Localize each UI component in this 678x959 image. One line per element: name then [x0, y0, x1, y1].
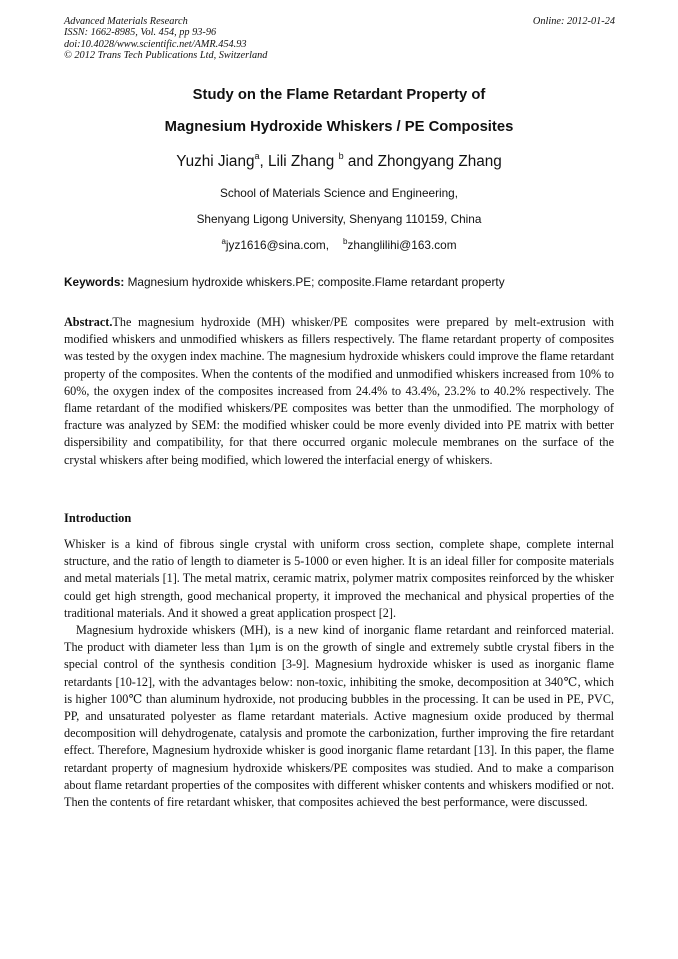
author-1-name: Yuzhi Jiang — [176, 153, 255, 170]
doi-line[interactable]: doi:10.4028/www.scientific.net/AMR.454.93 — [64, 38, 247, 50]
abstract-section — [64, 314, 614, 469]
abstract-paragraph — [64, 314, 614, 469]
email-line — [40, 237, 638, 252]
affiliation-line-1: School of Materials Science and Engineering, — [219, 186, 459, 200]
keywords-line — [64, 275, 624, 289]
paper-title-line-1: Study on the Flame Retardant Property of — [192, 87, 486, 103]
author-list — [40, 151, 638, 171]
author-2-affiliation-mark: b — [338, 151, 344, 161]
affiliation-line-2: Shenyang Ligong University, Shenyang 110159, China — [196, 212, 482, 226]
email-a-mark: a — [221, 237, 226, 246]
journal-name: Advanced Materials Research — [64, 16, 188, 27]
author-separator: , — [259, 153, 268, 170]
introduction-paragraph-2: Magnesium hydroxide whiskers (MH), is a new kind of inorganic flame retardant and reinforced material. The product with diameter less than 1μm is on the growth of single and extremely subtle crystal fibers in the special control of the synthesis condition [3-9]. Magnesium hydroxide whisker is used as inorganic flame retardants [10-12], with the advantages below: non-toxic, inhibiting the smoke, decomposition at 340℃, which is higher 100℃ than aluminum hydroxide, not producing bubbles in the processing. It can be used in PE, PVC, PP, and unsaturated polyester as flame retardant materials. Active magnesium oxide produced by thermal decomposition will dehydrogenate, catalysis and promote the carbonization, further improving the fire retardant effect. Therefore, Magnesium hydroxide whisker is good inorganic flame retardant [13]. In this paper, the flame retardant property of magnesium hydroxide whiskers/PE composites was studied. And to make a comparison about flame retardant properties of the composites with different whisker contents and whiskers modified or not. Then the contents of fire retardant whisker, that composites achieved the best performance, were discussed. — [64, 623, 614, 810]
introduction-paragraph-1: Whisker is a kind of fibrous single crystal with uniform cross section, complete shape, complete internal structure, and the ratio of length to diameter is 5-1000 or even higher. It is an ideal filler for composite materials and metal materials [1]. The metal matrix, ceramic matrix, polymer matrix composites reinforced by the whisker could get high strength, good mechanical property, it improved the mechanical and physical properties of the traditional materials. And it showed a great application prospect [2]. — [64, 537, 614, 620]
keywords-label: Keywords: — [64, 275, 125, 289]
introduction-heading: Introduction — [64, 511, 132, 525]
email-a-link[interactable]: jyz1616@sina.com, — [225, 238, 330, 252]
author-2-name: Lili Zhang — [267, 153, 339, 170]
introduction-section — [64, 536, 614, 811]
email-b-mark: b — [343, 237, 348, 246]
author-3-name: and Zhongyang Zhang — [343, 153, 502, 170]
keywords-text: Magnesium hydroxide whiskers.PE; composite.Flame retardant property — [124, 275, 505, 289]
issn-line: ISSN: 1662-8985, Vol. 454, pp 93-96 — [64, 27, 217, 39]
publication-header — [64, 16, 615, 61]
abstract-text: The magnesium hydroxide (MH) whisker/PE composites were prepared by melt-extrusion with modified whiskers and unmodified whiskers as fillers respectively. The flame retardant property of composites was tested by the oxygen index machine. The magnesium hydroxide whiskers could improve the flame retardant property of the composites. When the contents of the modified and unmodified whiskers increased from 10% to 60%, the oxygen index of the composites increased from 24.4% to 43.4%, 23.2% to 40.2% respectively. The flame retardant of the modified whiskers/PE composites was better than the unmodified. The morphology of fracture was analyzed by SEM: the modified whisker could be more evenly divided into PE matrix with better dispersibility and compatibility, for that there occurred organic molecule membranes on the surface of the crystal whiskers after being modified, which lowered the interfacial energy of whiskers. — [64, 315, 614, 467]
paper-title-line-2: Magnesium Hydroxide Whiskers / PE Composites — [164, 119, 514, 135]
copyright-line: © 2012 Trans Tech Publications Ltd, Switzerland — [64, 49, 268, 61]
author-1-affiliation-mark: a — [254, 151, 260, 161]
abstract-label: Abstract. — [64, 315, 113, 329]
email-b-link[interactable]: zhanglilihi@163.com — [347, 238, 457, 252]
online-date: Online: 2012-01-24 — [532, 16, 615, 27]
